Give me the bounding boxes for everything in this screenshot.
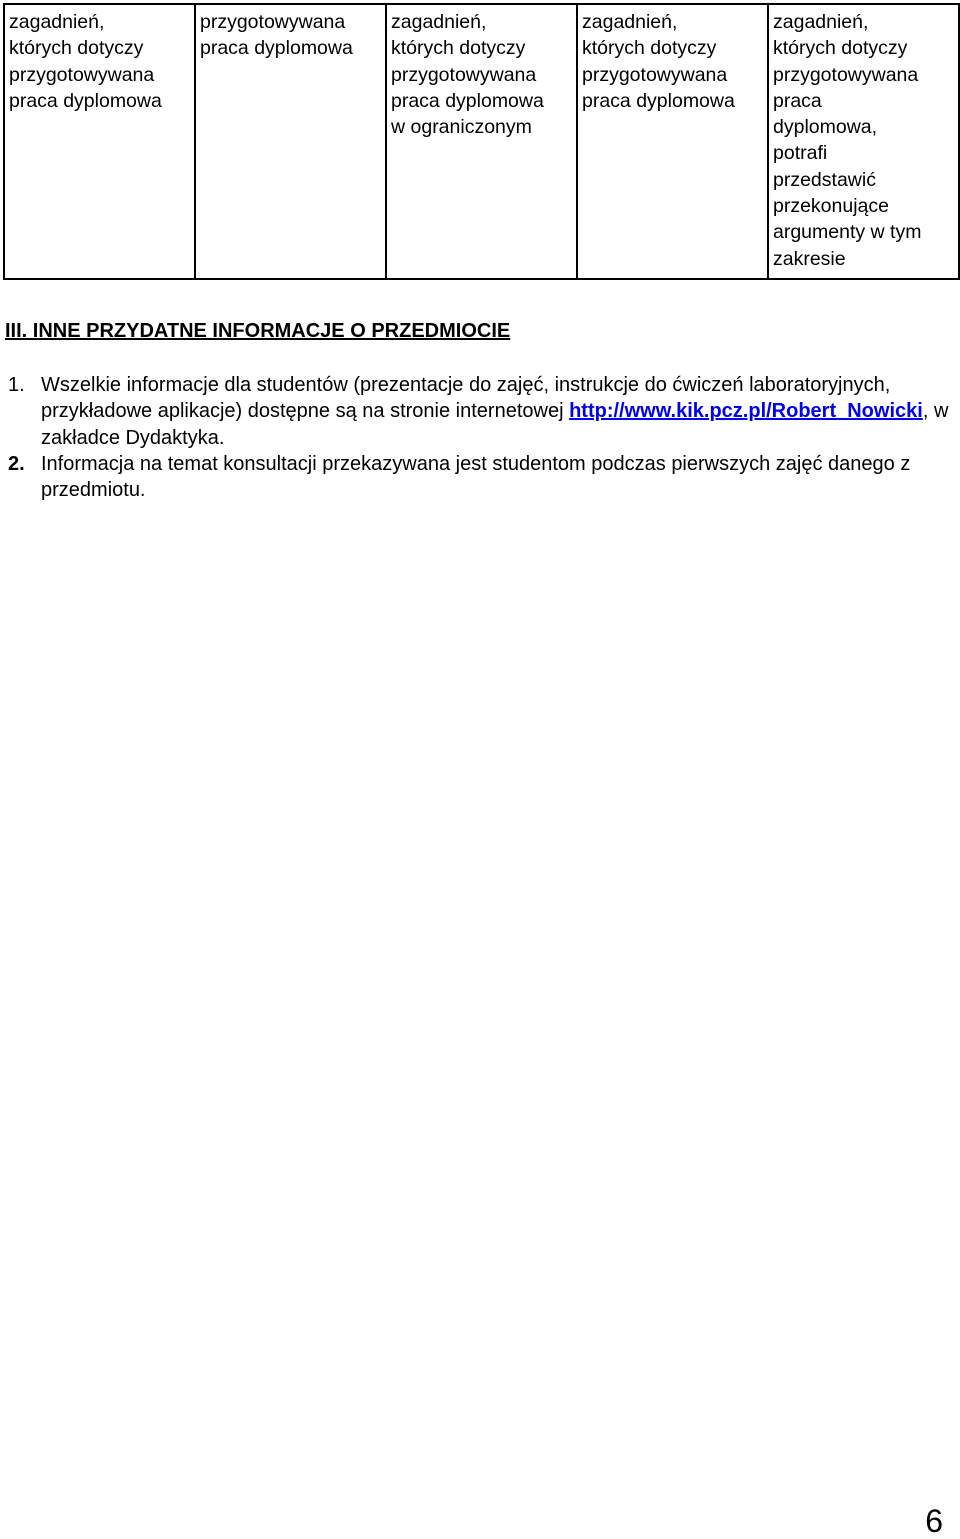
table-cell-5 <box>768 4 959 279</box>
list-item-text: Informacja na temat konsultacji przekazywana jest studentom podczas pierwszych zajęć danego z przedmiotu. <box>41 452 911 502</box>
table-cell-5-text: zagadnień, których dotyczy przygotowywana praca dyplomowa, potrafi przedstawić przekonujące argumenty w tym zakresie <box>773 11 922 270</box>
table-row <box>4 4 959 279</box>
list-item-text-tail: , w zakładce Dydaktyka. <box>41 400 949 449</box>
list-item-text: Wszelkie informacje dla studentów (prezentacje do zajęć, instrukcje do ćwiczeń laboratoryjnych, przykładowe aplikacje) dostępne są na stronie internetowej <box>41 374 891 423</box>
section-heading: III. INNE PRZYDATNE INFORMACJE O PRZEDMIOCIE <box>5 320 511 342</box>
page-number: 6 <box>925 1503 943 1539</box>
info-list <box>0 372 950 503</box>
list-item-number: 2. <box>8 452 25 475</box>
learning-outcomes-table <box>3 3 960 280</box>
table-cell-4 <box>577 4 768 279</box>
table-cell-1-text: zagadnień, których dotyczy przygotowywana praca dyplomowa <box>9 11 162 112</box>
list-item-number: 1. <box>8 374 25 396</box>
table-cell-2 <box>195 4 386 279</box>
website-link[interactable]: http://www.kik.pcz.pl/Robert_Nowicki <box>569 400 923 423</box>
table-cell-2-text: przygotowywana praca dyplomowa <box>200 11 353 60</box>
table-cell-1 <box>4 4 195 279</box>
list-item <box>0 451 950 504</box>
list-item <box>0 372 950 451</box>
table-cell-3 <box>386 4 577 279</box>
table-cell-4-text: zagadnień, których dotyczy przygotowywana praca dyplomowa <box>582 11 735 112</box>
table-cell-3-text: zagadnień, których dotyczy przygotowywana praca dyplomowa w ograniczonym <box>391 11 544 139</box>
